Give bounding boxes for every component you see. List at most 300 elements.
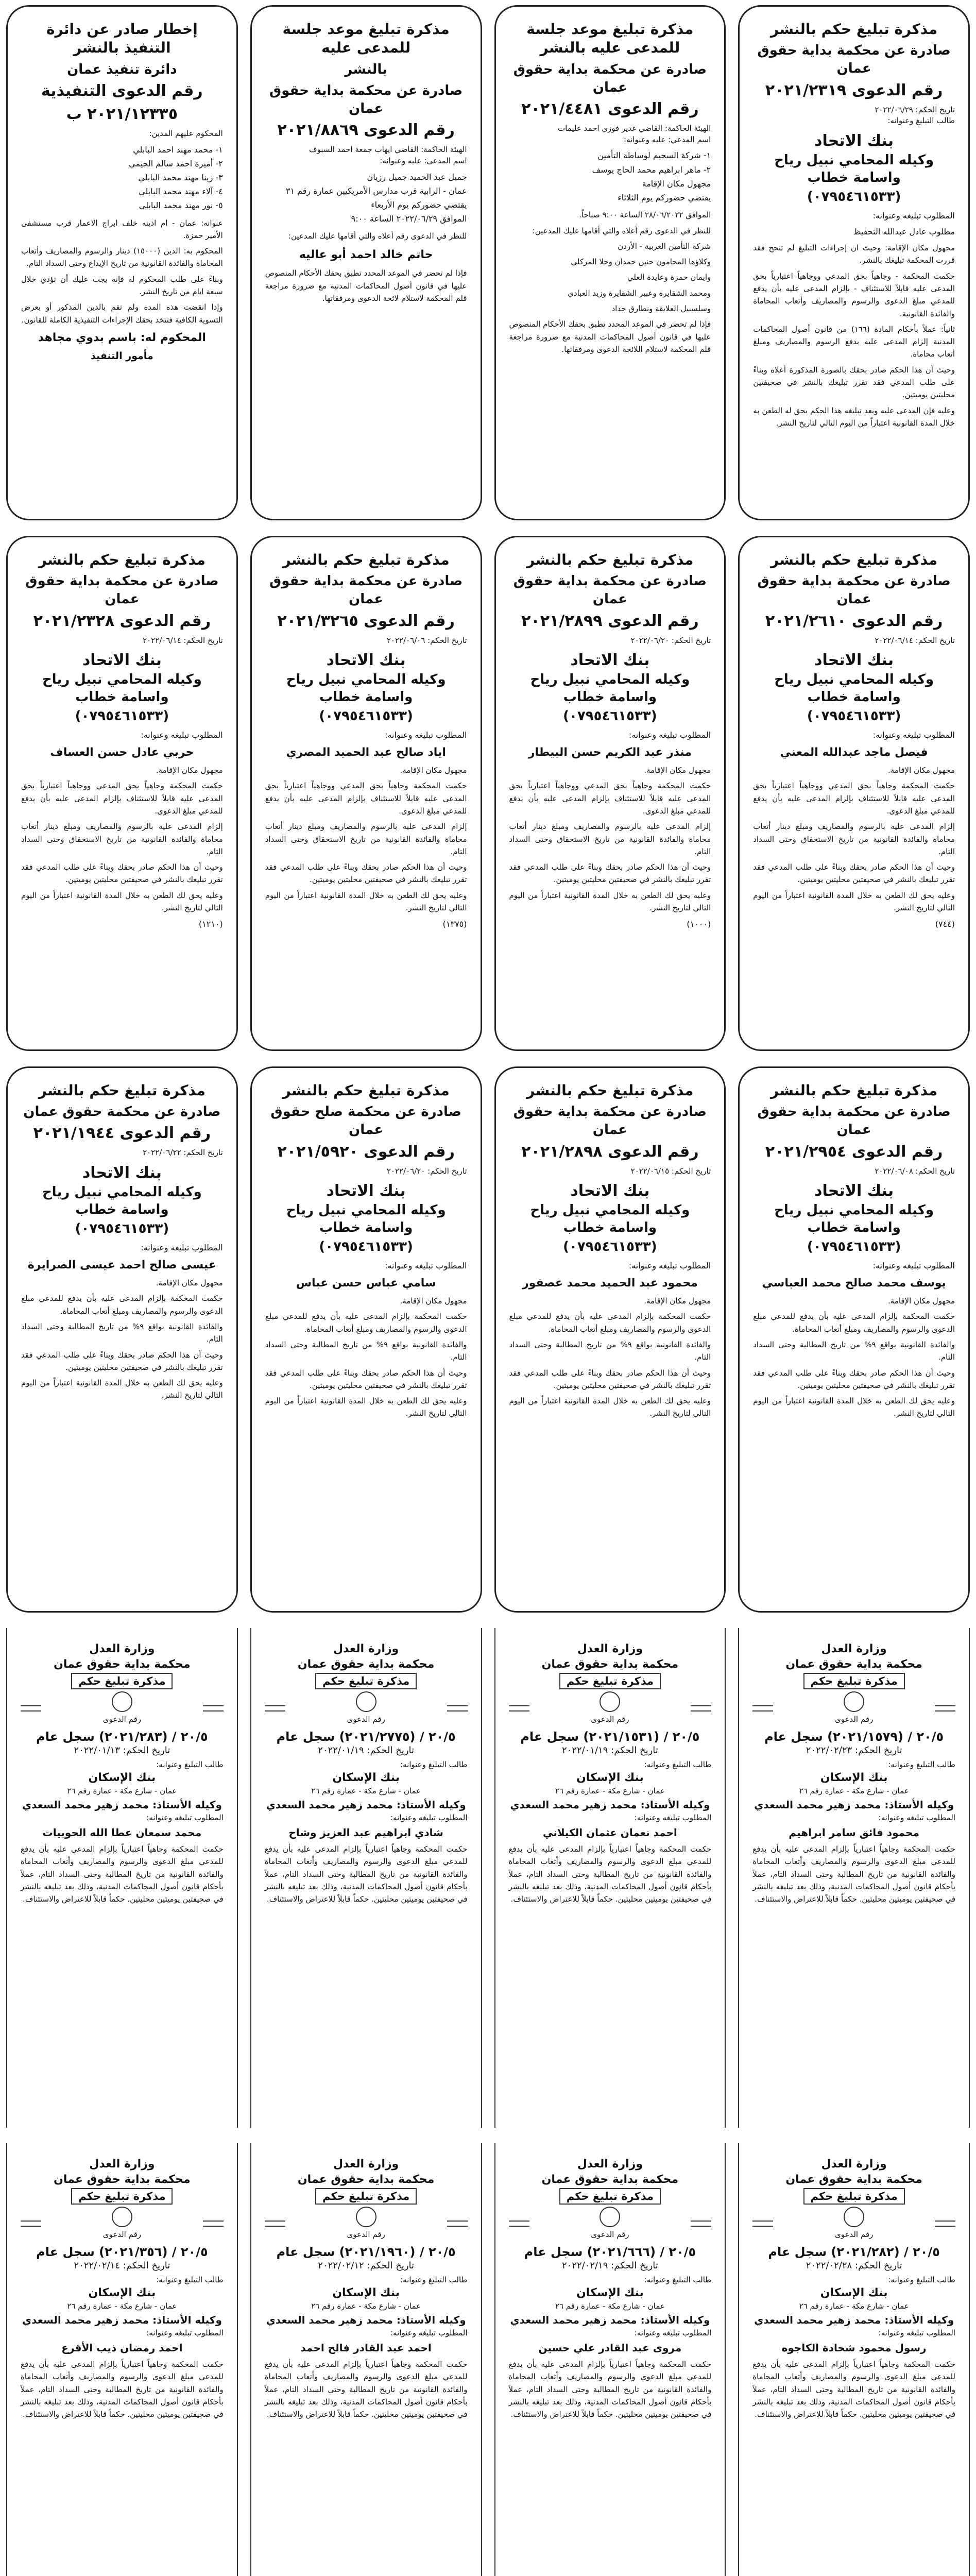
- lawyer-name: وكيله الأستاذ: محمد زهير محمد السعدي: [754, 2314, 954, 2327]
- plaintiff-address: عمان - شارع مكة - عمارة رقم ٢٦: [311, 2301, 421, 2311]
- seal-line: [691, 2221, 711, 2227]
- notice-title-text: مذكرة تبليغ حكم: [71, 1673, 173, 1689]
- plaintiff-name: بنك الاتحاد: [570, 1182, 650, 1200]
- plaintiff-name: بنك الاتحاد: [82, 651, 162, 670]
- notice-row: [0, 0, 976, 526]
- notice-box: [6, 1066, 238, 1613]
- seal-wrap: [347, 2207, 385, 2241]
- defendant-name: حربي عادل حسن العساف: [50, 746, 194, 759]
- defendant-name: شادي ابراهيم عبد العزيز وشاح: [288, 1826, 443, 1839]
- body-paragraph: مجهول مكان الإقامة.: [644, 766, 711, 775]
- seal-icon: [844, 1691, 864, 1712]
- body-paragraph: وحيث أن هذا الحكم صادر بحقك وبناءً على طلب المدعي فقد تقرر تبليغك بالنشر في صحيفتين محليتين يوميتين.: [265, 862, 467, 885]
- seal-row: [509, 1691, 712, 1725]
- seal-label: رقم الدعوى: [347, 1715, 385, 1724]
- seal-wrap: [835, 1691, 873, 1725]
- notice-subheader: صادرة عن محكمة بداية حقوق عمان: [513, 61, 707, 95]
- notice-body: [509, 209, 711, 355]
- notice-title: [265, 1673, 468, 1689]
- case-number: رقم الدعوى ٢٠٢١/٢٣٢٨: [33, 612, 211, 630]
- ministry-name: وزارة العدل: [89, 1642, 155, 1655]
- name-item: ٢- ماهر ابراهيم محمد الحاج يوسف: [592, 164, 711, 175]
- meta-line: الهيئة الحاكمة: القاضي ايهاب جمعة احمد السبوف: [309, 145, 467, 155]
- notice-subheader: صادرة عن محكمة بداية حقوق عمان: [757, 43, 951, 77]
- seal-label: رقم الدعوى: [835, 2230, 874, 2240]
- defendant-label: المطلوب تبليغه وعنوانه:: [634, 1813, 712, 1823]
- name-item: يقتضي حضوركم يوم الثلاثاء: [618, 193, 711, 203]
- claimant: المحكوم له: باسم بدوي مجاهد: [38, 331, 206, 344]
- notice-title-text: مذكرة تبليغ حكم: [559, 1673, 661, 1689]
- ministry-name: وزارة العدل: [577, 1642, 643, 1655]
- lawyer-phone: (٠٧٩٥٤٦١٥٣٣): [319, 1239, 413, 1255]
- defendant-name: منذر عبد الكريم حسن البيطار: [528, 746, 692, 759]
- seal-line: [447, 2221, 468, 2227]
- body-paragraph: وعليه يحق لك الطعن به خلال المدة القانونية اعتباراً من اليوم التالي لتاريخ النشر.: [509, 1396, 711, 1418]
- case-number: رقم الدعوى ٢٠٢١/٢٣١٩: [765, 81, 943, 99]
- judgment-date: تاريخ الحكم: ٢٠٢٢/٠٢/٢٣: [806, 1745, 902, 1756]
- case-number: ٢٠/٥ / (٢٠٢١/٦٦٦) سجل عام: [524, 2245, 696, 2260]
- notice-box: [738, 5, 970, 520]
- plaintiff-label: طالب التبليغ وعنوانه:: [400, 2275, 468, 2285]
- name-item: ٢- أميرة احمد سالم الحيمي: [129, 158, 223, 168]
- meta-line: الهيئة الحاكمة: القاضي غدير فوزي احمد عليمات: [557, 123, 711, 133]
- case-number: ٢٠/٥ / (٢٠٢١/١٥٧٩) سجل عام: [764, 1730, 944, 1744]
- notice-cell: [488, 1061, 732, 1618]
- meta-line: تاريخ الحكم: ٢٠٢٢/٠٦/٢٩: [875, 105, 955, 114]
- defendant-label: المطلوب تبليغه وعنوانه:: [634, 2328, 712, 2338]
- plaintiff-name: بنك الاتحاد: [814, 651, 894, 670]
- lawyer-name: وكيله الأستاذ: محمد زهير محمد السعدي: [754, 1799, 954, 1811]
- lawyer-name: وكيله المحامي نبيل رياح واسامة خطاب: [42, 672, 202, 705]
- judgment-date: تاريخ الحكم: ٢٠٢٢/٠٦/٢٢: [143, 1148, 223, 1158]
- seal-icon: [600, 1691, 620, 1712]
- name-item: ٥- نور مهند محمد البابلي: [139, 200, 223, 211]
- body-paragraph: وحيث أن هذا الحكم صادر بحقك وبناءً على طلب المدعي فقد تقرر تبليغك بالنشر في صحيفتين محليتين يوميتين.: [21, 1350, 223, 1372]
- notice-body: [509, 1843, 712, 1905]
- notice-cell: [732, 531, 976, 1056]
- notice-box: [738, 2143, 970, 2576]
- name-item: عمان - الرابية قرب مدارس الأمريكيين عمارة رقم ٣١: [285, 185, 467, 196]
- judgment-date: تاريخ الحكم: ٢٠٢٢/٠١/١٩: [561, 1745, 658, 1756]
- body-paragraph: حكمت المحكمة بإلزام المدعى عليه بأن يدفع للمدعي مبلغ الدعوى والرسوم والمصاريف ومبلغ أتعاب المحاماة.: [753, 1312, 955, 1334]
- seal-line: [21, 2221, 41, 2227]
- meta-line: المحكوم عليهم المدين:: [149, 128, 223, 138]
- seal-row: [21, 1691, 224, 1725]
- plaintiff-name: بنك الإسكان: [332, 2286, 400, 2300]
- notice-cell: [732, 1061, 976, 1618]
- notice-title-text: مذكرة تبليغ حكم: [803, 2188, 905, 2205]
- body-paragraph: مجهول مكان الإقامة.: [644, 1296, 711, 1306]
- defendant-name: رسول محمود شحادة الكاجوه: [781, 2342, 927, 2354]
- lawyer-phone: (٠٧٩٥٤٦١٥٣٣): [807, 189, 901, 205]
- plaintiff-name: بنك الإسكان: [576, 2286, 644, 2300]
- court-name: محكمة بداية حقوق عمان: [54, 2173, 191, 2186]
- body-paragraph: حكمت المحكمة وجاهياً اعتبارياً بإلزام المدعى عليه بأن يدفع للمدعي مبلغ الدعوى والرسوم والمصاريف وأتعاب المحاماة والفائدة القانونية من تاريخ المطالبة وحتى السداد التام، عملاً بأحكام قانون أصول المحاكمات المدنية، وذلك بعد تبليغه بالنشر في صحيفتين يوميتين محليتين. حكماً قابلاً للاعتراض والاستئناف.: [752, 2360, 955, 2419]
- notice-box: [738, 1628, 970, 2128]
- plaintiff-name: بنك الإسكان: [576, 1771, 644, 1785]
- case-number: رقم الدعوى ٢٠٢١/٤٤٨١: [521, 99, 699, 118]
- notice-title: [509, 1673, 712, 1689]
- notice-cell: [732, 2138, 976, 2576]
- notice-cell: [732, 0, 976, 526]
- lawyer-name: وكيله المحامي نبيل رياح واسامة خطاب: [774, 152, 934, 185]
- body-paragraph: وعليه فإن المدعى عليه وبعد تبليغه هذا الحكم يحق له الطعن به خلال المدة القانونية اعتباراً من اليوم التالي لتاريخ النشر.: [753, 405, 955, 428]
- names-list: [21, 143, 223, 213]
- seal-wrap: [103, 2207, 141, 2241]
- notice-title: [21, 2188, 224, 2205]
- name-item: ٣- زينا مهند محمد البابلي: [138, 173, 223, 182]
- seal-label: رقم الدعوى: [591, 2230, 629, 2240]
- judgment-date: تاريخ الحكم: ٢٠٢٢/٠٢/١٤: [74, 2260, 170, 2272]
- body-paragraph: حكمت المحكمة وجاهياً اعتبارياً بإلزام المدعى عليه بأن يدفع للمدعي مبلغ الدعوى والرسوم والمصاريف وأتعاب المحاماة والفائدة القانونية من تاريخ المطالبة وحتى السداد التام، عملاً بأحكام قانون أصول المحاكمات المدنية، وذلك بعد تبليغه بالنشر في صحيفتين يوميتين محليتين. حكماً قابلاً للاعتراض والاستئناف.: [508, 1844, 712, 1904]
- plaintiff-name: بنك الاتحاد: [82, 1164, 162, 1182]
- notice-cell: [488, 2138, 732, 2576]
- notice-box: [6, 5, 238, 520]
- notice-box: [494, 2143, 726, 2576]
- body-paragraph: فإذا لم تحضر في الموعد المحدد تطبق بحقك الأحكام المنصوص عليها في قانون أصول المحاكمات المدنية مع ضرورة مراجعة قلم المحكمة لاستلام لائحة الدعوى ومرفقاتها.: [265, 268, 467, 303]
- body-paragraph: مجهول مكان الإقامة.: [400, 1296, 467, 1306]
- judgment-date: تاريخ الحكم: ٢٠٢٢/٠٢/١٩: [561, 2260, 658, 2272]
- case-number: ٢٠/٥ / (٢٠٢١/١٥٣١) سجل عام: [520, 1730, 700, 1744]
- notice-title: [752, 2188, 955, 2205]
- body-paragraph: والفائدة القانونية بواقع ٩% من تاريخ المطالبة وحتى السداد التام.: [753, 1340, 955, 1362]
- notice-court: صادرة عن محكمة بداية حقوق عمان: [269, 82, 463, 116]
- lawyer-phone: (٠٧٩٥٤٦١٥٣٣): [563, 708, 657, 724]
- notice-header: مذكرة تبليغ موعد جلسة للمدعى عليه بالنشر: [526, 21, 694, 57]
- names-list: [265, 170, 467, 226]
- defendant-name: سامي عباس حسن عباس: [296, 1277, 436, 1290]
- notice-body: [753, 242, 955, 429]
- body-paragraph: إلزام المدعى عليه بالرسوم والمصاريف ومبلغ دينار أتعاب محاماة والفائدة القانونية من تاريخ الاستحقاق وحتى السداد التام.: [21, 822, 223, 856]
- notice-subheader: دائرة تنفيذ عمان: [67, 61, 177, 77]
- notice-header: مذكرة تبليغ موعد جلسة للمدعى عليه: [282, 21, 450, 57]
- body-paragraph: حكمت المحكمة وجاهياً بحق المدعي ووجاهياً اعتبارياً بحق المدعى عليه قابلاً للاستئناف بإلزام المدعى عليه بأن يدفع للمدعي مبلغ الدعوى.: [753, 781, 955, 816]
- notice-body: [509, 764, 711, 914]
- notice-body: [265, 230, 467, 304]
- notice-body: [752, 1843, 955, 1905]
- seal-row: [509, 2207, 712, 2241]
- body-paragraph: حكمت المحكمة بإلزام المدعى عليه بأن يدفع للمدعي مبلغ الدعوى والرسوم والمصاريف ومبلغ أتعاب المحاماة.: [21, 1294, 223, 1316]
- body-paragraph: مجهول مكان الإقامة: وحيث ان إجراءات التبليغ لم تنجح فقد قررت المحكمة تبليغك بالنشر.: [753, 243, 955, 265]
- lawyer-phone: (٠٧٩٥٤٦١٥٣٣): [319, 708, 413, 724]
- body-paragraph: وعليه يحق لك الطعن به خلال المدة القانونية اعتباراً من اليوم التالي لتاريخ النشر.: [21, 890, 223, 913]
- defendant-name: احمد نعمان عثمان الكيلاني: [542, 1826, 677, 1839]
- seal-line: [265, 2221, 285, 2227]
- defendant-label: المطلوب تبليغه وعنوانه:: [872, 730, 955, 740]
- plaintiff-name: بنك الإسكان: [820, 2286, 888, 2300]
- court-name: محكمة بداية حقوق عمان: [541, 2173, 679, 2186]
- plaintiff-name: بنك الإسكان: [88, 1771, 156, 1785]
- case-number: رقم الدعوى ٢٠٢١/٣٢٦٥: [277, 612, 455, 630]
- notice-header: مذكرة تبليغ حكم بالنشر: [282, 1082, 450, 1099]
- body-paragraph: الموافق ٢٨/٠٦/٢٠٢٢ الساعة ٩:٠٠ صباحاً.: [579, 210, 711, 220]
- notice-box: [250, 1628, 482, 2128]
- meta-line: اسم المدعي: عليه وعنوانه:: [624, 134, 711, 144]
- body-paragraph: مجهول مكان الإقامة.: [156, 766, 223, 775]
- notice-row: [0, 531, 976, 1056]
- defendant-name: احمد عبد القادر فالح احمد: [300, 2342, 432, 2354]
- seal-row: [21, 2207, 224, 2241]
- lawyer-name: وكيله المحامي نبيل رياح واسامة خطاب: [42, 1184, 202, 1218]
- notice-cell: [488, 531, 732, 1056]
- notice-header: مذكرة تبليغ حكم بالنشر: [282, 551, 450, 568]
- case-number: ٢٠/٥ / (٢٠٢١/٣٥٦) سجل عام: [36, 2245, 208, 2260]
- court-name: محكمة بداية حقوق عمان: [297, 1657, 435, 1671]
- plaintiff-label: طالب التبليغ وعنوانه:: [400, 1760, 468, 1770]
- ministry-name: وزارة العدل: [577, 2158, 643, 2171]
- plaintiff-name: بنك الإسكان: [88, 2286, 156, 2300]
- notice-body: [753, 764, 955, 914]
- body-paragraph: وايمان حمزة وعايدة العلي: [627, 273, 711, 282]
- notice-header: مذكرة تبليغ حكم بالنشر: [38, 1082, 206, 1099]
- plaintiff-name: بنك الإسكان: [332, 1771, 400, 1785]
- notice-box: [738, 536, 970, 1051]
- notice-body: [21, 1843, 224, 1905]
- amount: (١٢١٠): [198, 919, 223, 929]
- ministry-name: وزارة العدل: [821, 1642, 887, 1655]
- notice-cell: [0, 2138, 244, 2576]
- body-paragraph: وكلاؤها المحامون حنين حمدان وحلا المركلي: [571, 257, 711, 267]
- notice-cell: [0, 1623, 244, 2133]
- plaintiff-address: عمان - شارع مكة - عمارة رقم ٢٦: [311, 1786, 421, 1796]
- lawyer-name: وكيله المحامي نبيل رياح واسامة خطاب: [286, 672, 446, 705]
- plaintiff-label: طالب التبليغ وعنوانه:: [644, 2275, 712, 2285]
- defendant-label: المطلوب تبليغه وعنوانه:: [872, 1260, 955, 1270]
- notice-cell: [488, 0, 732, 526]
- body-paragraph: حكمت المحكمة وجاهياً بحق المدعي ووجاهياً اعتبارياً بحق المدعى عليه قابلاً للاستئناف بإلزام المدعى عليه بأن يدفع للمدعي مبلغ الدعوى.: [265, 781, 467, 816]
- body-paragraph: إلزام المدعى عليه بالرسوم والمصاريف ومبلغ دينار أتعاب محاماة والفائدة القانونية من تاريخ الاستحقاق وحتى السداد التام.: [265, 822, 467, 856]
- body-paragraph: وعليه يحق لك الطعن به خلال المدة القانونية اعتباراً من اليوم التالي لتاريخ النشر.: [753, 890, 955, 913]
- plaintiff-address: عمان - شارع مكة - عمارة رقم ٢٦: [67, 2301, 177, 2311]
- notice-court: صادرة عن محكمة بداية حقوق عمان: [757, 1104, 951, 1138]
- body-paragraph: حكمت المحكمة - وجاهياً بحق المدعي ووجاهياً اعتبارياً بحق المدعى عليه قابلاً للاستئناف - بإلزام المدعى عليه بأن يدفع للمدعي مبلغ الدعوى والرسوم والمصاريف وأتعاب المحاماة والفائدة القانونية.: [753, 271, 955, 318]
- lawyer-name: وكيله المحامي نبيل رياح واسامة خطاب: [286, 1202, 446, 1236]
- meta-line: اسم المدعى: عليه وعنوانه:: [380, 156, 467, 165]
- judgment-date: تاريخ الحكم: ٢٠٢٢/٠٦/١٥: [630, 1166, 711, 1176]
- meta-line: طالب التبليغ وعنوانه:: [887, 116, 955, 126]
- judgment-date: تاريخ الحكم: ٢٠٢٢/٠٢/١٢: [318, 2260, 415, 2272]
- lawyer-name: وكيله الأستاذ: محمد زهير محمد السعدي: [22, 2314, 222, 2327]
- notice-body: [752, 2358, 955, 2420]
- notice-court: صادرة عن محكمة بداية حقوق عمان: [269, 573, 463, 607]
- body-paragraph: حكمت المحكمة وجاهياً بحق المدعي ووجاهياً اعتبارياً بحق المدعى عليه قابلاً للاستئناف بإلزام المدعى عليه بأن يدفع للمدعي مبلغ الدعوى.: [21, 781, 223, 816]
- plaintiff-label: طالب التبليغ وعنوانه:: [644, 1760, 712, 1770]
- seal-icon: [600, 2207, 620, 2227]
- body-paragraph: مجهول مكان الإقامة.: [887, 1296, 955, 1306]
- notice-header: إخطار صادر عن دائرة التنفيذ بالنشر: [46, 21, 198, 57]
- notice-title: [265, 2188, 468, 2205]
- judgment-date: تاريخ الحكم: ٢٠٢٢/٠١/١٣: [74, 1745, 170, 1756]
- seal-line: [203, 1705, 224, 1711]
- plaintiff-name: بنك الاتحاد: [570, 651, 650, 670]
- seal-label: رقم الدعوى: [102, 1715, 141, 1724]
- notice-cell: [0, 0, 244, 526]
- body-paragraph: حكمت المحكمة وجاهياً اعتبارياً بإلزام المدعى عليه بأن يدفع للمدعي مبلغ الدعوى والرسوم والمصاريف وأتعاب المحاماة والفائدة القانونية من تاريخ المطالبة وحتى السداد التام، عملاً بأحكام قانون أصول المحاكمات المدنية، وذلك بعد تبليغه بالنشر في صحيفتين يوميتين محليتين. حكماً قابلاً للاعتراض والاستئناف.: [508, 2360, 712, 2419]
- case-number: رقم الدعوى ٢٠٢١/١٩٤٤: [33, 1124, 211, 1143]
- lawyer-phone: (٠٧٩٥٤٦١٥٣٣): [75, 708, 169, 724]
- plaintiff-name: بنك الاتحاد: [814, 1182, 894, 1200]
- seal-icon: [112, 1691, 132, 1712]
- plaintiff-label: طالب التبليغ وعنوانه:: [888, 1760, 955, 1770]
- notice-box: [738, 1066, 970, 1613]
- notice-cell: [0, 531, 244, 1056]
- notice-header: مذكرة تبليغ حكم بالنشر: [770, 21, 938, 38]
- notice-cell: [244, 1061, 488, 1618]
- notice-subheader: بالنشر: [345, 61, 387, 77]
- court-name: محكمة بداية حقوق عمان: [297, 2173, 435, 2186]
- notice-box: [6, 1628, 238, 2128]
- notice-box: [250, 2143, 482, 2576]
- amount: (١٣٧٥): [442, 919, 467, 929]
- body-paragraph: حكمت المحكمة وجاهياً اعتبارياً بإلزام المدعى عليه بأن يدفع للمدعي مبلغ الدعوى والرسوم والمصاريف وأتعاب المحاماة والفائدة القانونية من تاريخ المطالبة وحتى السداد التام، عملاً بأحكام قانون أصول المحاكمات المدنية، وذلك بعد تبليغه بالنشر في صحيفتين يوميتين محليتين. حكماً قابلاً للاعتراض والاستئناف.: [21, 2360, 224, 2419]
- seal-row: [265, 2207, 468, 2241]
- lawyer-name: وكيله الأستاذ: محمد زهير محمد السعدي: [510, 1799, 710, 1811]
- seal-line: [203, 2221, 224, 2227]
- amount: (١٠٠٠): [687, 919, 711, 929]
- defendant-label: المطلوب تبليغه وعنوانه:: [390, 2328, 468, 2338]
- lawyer-phone: (٠٧٩٥٤٦١٥٣٣): [807, 1239, 901, 1255]
- body-paragraph: وحيث أن هذا الحكم صادر بحقك وبناءً على طلب المدعي فقد تقرر تبليغك بالنشر في صحيفتين محليتين يوميتين.: [509, 1368, 711, 1390]
- notice-box: [6, 2143, 238, 2576]
- notice-box: [250, 536, 482, 1051]
- lawyer-phone: (٠٧٩٥٤٦١٥٣٣): [807, 708, 901, 724]
- defendant-label: المطلوب تبليغه وعنوانه:: [141, 1242, 223, 1252]
- defendant-line: المطلوب تبليغه وعنوانه:: [872, 210, 955, 221]
- body-paragraph: للنظر في الدعوى رقم أعلاه والتي أقامها عليك المدعين:: [288, 231, 467, 241]
- notice-cell: [732, 1623, 976, 2133]
- judgment-date: تاريخ الحكم: ٢٠٢٢/٠٦/٠٦: [386, 635, 467, 645]
- seal-row: [752, 2207, 955, 2241]
- case-number: رقم الدعوى ٢٠٢١/٥٩٢٠: [277, 1142, 455, 1161]
- defendant-name: يوسف محمد صالح محمد العباسي: [762, 1277, 946, 1290]
- seal-label: رقم الدعوى: [835, 1715, 874, 1724]
- body-paragraph: حكمت المحكمة وجاهياً اعتبارياً بإلزام المدعى عليه بأن يدفع للمدعي مبلغ الدعوى والرسوم والمصاريف وأتعاب المحاماة والفائدة القانونية من تاريخ المطالبة وحتى السداد التام، عملاً بأحكام قانون أصول المحاكمات المدنية، وذلك بعد تبليغه بالنشر في صحيفتين يوميتين محليتين. حكماً قابلاً للاعتراض والاستئناف.: [264, 1844, 468, 1904]
- seal-wrap: [835, 2207, 873, 2241]
- seal-line: [509, 2221, 529, 2227]
- notice-title: [752, 1673, 955, 1689]
- seal-row: [265, 1691, 468, 1725]
- notice-body: [509, 1295, 711, 1420]
- defendant-label: المطلوب تبليغه وعنوانه:: [146, 1813, 224, 1823]
- name-item: ١- محمد مهند احمد البابلي: [133, 144, 223, 155]
- signature-label: مأمور التنفيذ: [91, 350, 153, 362]
- notice-court: صادرة عن محكمة صلح حقوق عمان: [270, 1104, 461, 1138]
- notice-court: صادرة عن محكمة بداية حقوق عمان: [513, 1104, 707, 1138]
- notice-body: [265, 764, 467, 914]
- seal-wrap: [347, 1691, 385, 1725]
- court-name: محكمة بداية حقوق عمان: [785, 2173, 922, 2186]
- body-paragraph: حكمت المحكمة بإلزام المدعى عليه بأن يدفع للمدعي مبلغ الدعوى والرسوم والمصاريف ومبلغ أتعاب المحاماة.: [509, 1312, 711, 1334]
- notice-title-text: مذكرة تبليغ حكم: [559, 2188, 661, 2205]
- case-number: رقم الدعوى ٢٠٢١/٨٨٦٩: [277, 121, 455, 140]
- notice-row: [0, 2138, 976, 2576]
- ministry-name: وزارة العدل: [89, 2158, 155, 2171]
- body-paragraph: ومحمد الشقايرة وعبير الشقايرة وزيد العبادي: [568, 288, 711, 298]
- notice-header: مذكرة تبليغ حكم بالنشر: [770, 1082, 938, 1099]
- seal-wrap: [103, 1691, 141, 1725]
- body-paragraph: فإذا لم تحضر في الموعد المحدد تطبق بحقك الأحكام المنصوص عليها في قانون أصول المحاكمات المدنية مع ضرورة مراجعة قلم المحكمة لاستلام اللائحة الدعوى ومرفقاتها.: [509, 319, 711, 354]
- seal-line: [509, 1705, 529, 1711]
- ministry-name: وزارة العدل: [821, 2158, 887, 2171]
- defendant-label: المطلوب تبليغه وعنوانه:: [146, 2328, 224, 2338]
- body-paragraph: وسلسبيل العلايقة ونطارق حداد: [611, 304, 711, 313]
- plaintiff-name: بنك الاتحاد: [326, 651, 406, 670]
- defendant-name: احمد رمضان ذيب الأقرع: [61, 2342, 183, 2354]
- seal-label: رقم الدعوى: [102, 2230, 141, 2240]
- amount: (٧٤٤): [935, 919, 955, 929]
- body-paragraph: والفائدة القانونية بواقع ٩% من تاريخ المطالبة وحتى السداد التام.: [265, 1340, 467, 1362]
- notice-court: صادرة عن محكمة حقوق عمان: [23, 1104, 221, 1120]
- plaintiff-address: عمان - شارع مكة - عمارة رقم ٢٦: [67, 1786, 177, 1796]
- notice-title-text: مذكرة تبليغ حكم: [71, 2188, 173, 2205]
- name-item: جميل عبد الحميد جميل رزيان: [367, 172, 467, 182]
- lawyer-name: وكيله الأستاذ: محمد زهير محمد السعدي: [510, 2314, 710, 2327]
- plaintiff-name: بنك الإسكان: [820, 1771, 888, 1785]
- body-paragraph: حكمت المحكمة بإلزام المدعى عليه بأن يدفع للمدعي مبلغ الدعوى والرسوم والمصاريف ومبلغ أتعاب المحاماة.: [265, 1312, 467, 1334]
- name-item: يقتضي حضوركم يوم الأربعاء: [371, 199, 467, 210]
- plaintiff-address: عمان - شارع مكة - عمارة رقم ٢٦: [555, 2301, 665, 2311]
- notice-title: [509, 2188, 712, 2205]
- defendant-name: فيصل ماجد عبدالله المعني: [780, 746, 928, 759]
- body-paragraph: وحيث أن هذا الحكم صادر بحقك وبناءً على طلب المدعي فقد تقرر تبليغك بالنشر في صحيفتين محليتين يوميتين.: [753, 862, 955, 885]
- body-paragraph: وحيث أن هذا الحكم صادر بحقك وبناءً على طلب المدعي فقد تقرر تبليغك بالنشر في صحيفتين محليتين يوميتين.: [21, 862, 223, 885]
- case-number: رقم الدعوى التنفيذية: [41, 81, 203, 100]
- court-name: محكمة بداية حقوق عمان: [541, 1657, 679, 1671]
- body-paragraph: وحيث أن هذا الحكم صادر بحقك بالصورة المذكورة أعلاه وبناءً على طلب المدعي فقد تقرر تبليغك بالنشر في صحيفتين محليتين يوميتين.: [753, 365, 955, 400]
- body-paragraph: والفائدة القانونية بواقع ٩% من تاريخ المطالبة وحتى السداد التام.: [21, 1321, 223, 1344]
- notice-box: [250, 5, 482, 520]
- body-paragraph: إلزام المدعى عليه بالرسوم والمصاريف ومبلغ دينار أتعاب محاماة والفائدة القانونية من تاريخ الاستحقاق وحتى السداد التام.: [753, 822, 955, 856]
- judgment-date: تاريخ الحكم: ٢٠٢٢/٠٦/٠٨: [875, 1166, 955, 1176]
- judgment-date: تاريخ الحكم: ٢٠٢٢/٠٦/٢٠: [386, 1166, 467, 1176]
- notice-box: [6, 536, 238, 1051]
- seal-label: رقم الدعوى: [591, 1715, 629, 1724]
- body-paragraph: وعليه يحق لك الطعن به خلال المدة القانونية اعتباراً من اليوم التالي لتاريخ النشر.: [265, 890, 467, 913]
- lawyer-name: وكيله المحامي نبيل رياح واسامة خطاب: [530, 1202, 690, 1236]
- defendant-label: المطلوب تبليغه وعنوانه:: [878, 2328, 955, 2338]
- ministry-name: وزارة العدل: [333, 1642, 399, 1655]
- notice-cell: [244, 1623, 488, 2133]
- body-paragraph: المحكوم به: الدين (١٥٠٠٠) دينار والرسوم والمصاريف وأتعاب المحاماة والفائدة القانونية من تاريخ الإيداع وحتى السداد التام.: [21, 246, 223, 268]
- plaintiff-label: طالب التبليغ وعنوانه:: [156, 2275, 224, 2285]
- notice-body: [265, 1843, 468, 1905]
- seal-line: [21, 1705, 41, 1711]
- notice-title-text: مذكرة تبليغ حكم: [315, 1673, 417, 1689]
- notice-cell: [244, 531, 488, 1056]
- plaintiff-address: عمان - شارع مكة - عمارة رقم ٢٦: [555, 1786, 665, 1796]
- defendant-label: المطلوب تبليغه وعنوانه:: [141, 730, 223, 740]
- seal-wrap: [591, 1691, 629, 1725]
- notice-body: [21, 764, 223, 914]
- plaintiff-address: عمان - شارع مكة - عمارة رقم ٢٦: [799, 2301, 909, 2311]
- case-number-2: ٢٠٢١/١٢٣٣٥ ب: [66, 105, 178, 123]
- notice-header: مذكرة تبليغ حكم بالنشر: [526, 1082, 694, 1099]
- notice-box: [494, 1066, 726, 1613]
- seal-line: [265, 1705, 285, 1711]
- lawyer-name: وكيله المحامي نبيل رياح واسامة خطاب: [774, 1202, 934, 1236]
- plaintiff-label: طالب التبليغ وعنوانه:: [156, 1760, 224, 1770]
- notice-court: صادرة عن محكمة بداية حقوق عمان: [513, 573, 707, 607]
- seal-line: [935, 1705, 955, 1711]
- defendant-name: محمد سمعان عطا الله الحوبيات: [42, 1826, 202, 1839]
- seal-line: [752, 1705, 773, 1711]
- body-paragraph: مجهول مكان الإقامة.: [887, 766, 955, 775]
- notice-header: مذكرة تبليغ حكم بالنشر: [526, 551, 694, 568]
- defendant-label: المطلوب تبليغه وعنوانه:: [385, 1260, 467, 1270]
- lawyer-name: وكيله المحامي نبيل رياح واسامة خطاب: [530, 672, 690, 705]
- seal-icon: [356, 2207, 376, 2227]
- body-paragraph: وعليه يحق لك الطعن به خلال المدة القانونية اعتباراً من اليوم التالي لتاريخ النشر.: [21, 1378, 223, 1400]
